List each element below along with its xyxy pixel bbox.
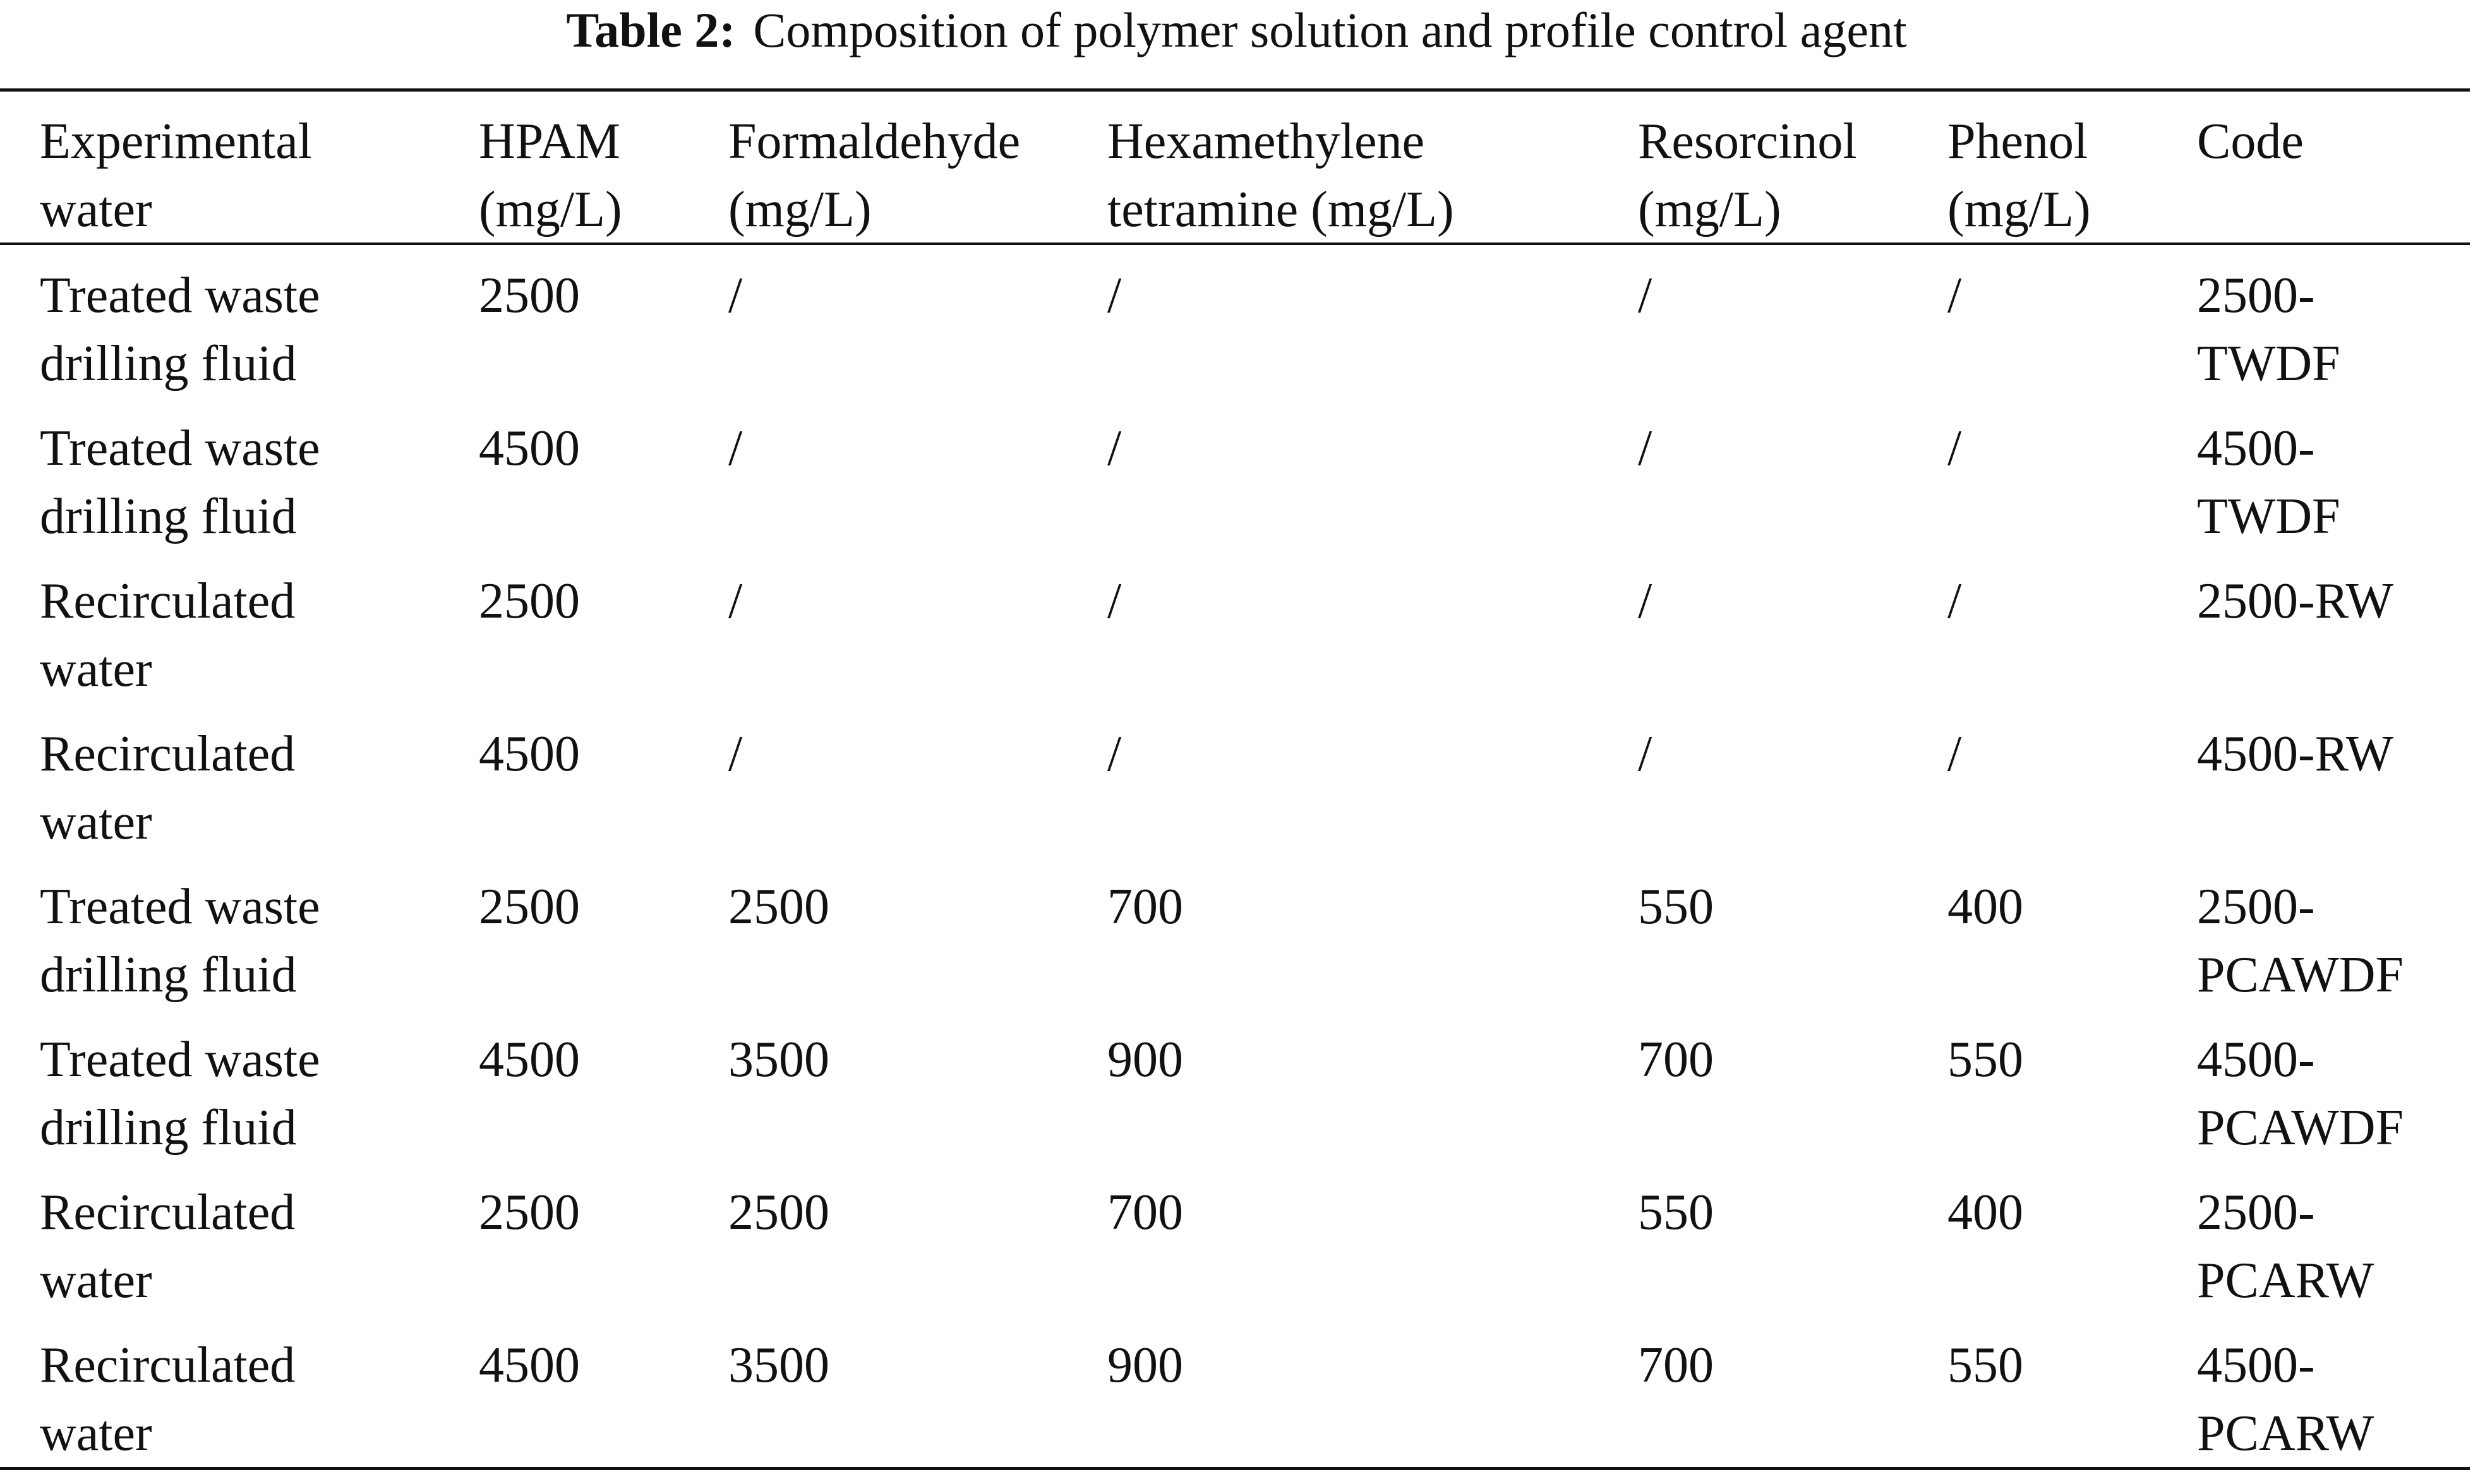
cell-code: 4500- TWDF xyxy=(2197,421,2340,544)
cell-hpam: 4500 xyxy=(479,1337,580,1393)
cell-phenol: / xyxy=(1947,421,1962,476)
cell-formaldehyde: 3500 xyxy=(728,1032,829,1087)
cell-phenol: / xyxy=(1947,726,1962,782)
cell-hpam: 2500 xyxy=(479,268,580,323)
cell-hexamethylene-tetramine: / xyxy=(1107,421,1122,476)
cell-hpam: 4500 xyxy=(479,1032,580,1087)
table-row xyxy=(0,567,2473,720)
cell-code: 2500-RW xyxy=(2197,573,2394,629)
table-row xyxy=(0,720,2473,873)
header-hexamethylene-tetramine: Hexamethylene tetramine (mg/L) xyxy=(1107,114,1454,237)
cell-hpam: 4500 xyxy=(479,421,580,476)
cell-hexamethylene-tetramine: 700 xyxy=(1107,879,1183,935)
cell-formaldehyde: / xyxy=(728,421,743,476)
bottom-rule xyxy=(0,1467,2470,1470)
header-code: Code xyxy=(2197,114,2304,169)
cell-phenol: 400 xyxy=(1947,879,2023,935)
cell-experimental-water: Treated waste drilling fluid xyxy=(40,879,320,1003)
cell-code: 2500- TWDF xyxy=(2197,268,2340,392)
table-row xyxy=(0,1026,2473,1178)
cell-hpam: 2500 xyxy=(479,879,580,935)
cell-hexamethylene-tetramine: / xyxy=(1107,268,1122,323)
cell-code: 4500- PCAWDF xyxy=(2197,1032,2404,1156)
cell-formaldehyde: / xyxy=(728,573,743,629)
cell-code: 2500- PCAWDF xyxy=(2197,879,2404,1003)
cell-resorcinol: / xyxy=(1638,421,1652,476)
table-header-row xyxy=(0,107,2473,240)
cell-hexamethylene-tetramine: 900 xyxy=(1107,1032,1183,1087)
cell-phenol: 400 xyxy=(1947,1185,2023,1240)
cell-experimental-water: Recirculated water xyxy=(40,726,296,850)
table-body xyxy=(0,261,2473,1484)
cell-hpam: 2500 xyxy=(479,1185,580,1240)
table-row xyxy=(0,1178,2473,1331)
table-row xyxy=(0,1331,2473,1484)
cell-resorcinol: 700 xyxy=(1638,1337,1714,1393)
header-formaldehyde: Formaldehyde (mg/L) xyxy=(728,114,1021,237)
cell-hpam: 4500 xyxy=(479,726,580,782)
header-resorcinol: Resorcinol (mg/L) xyxy=(1638,114,1857,237)
header-rule xyxy=(0,242,2470,245)
cell-resorcinol: 550 xyxy=(1638,879,1714,935)
header-hpam: HPAM (mg/L) xyxy=(479,114,622,237)
cell-experimental-water: Recirculated water xyxy=(40,573,296,697)
header-experimental-water: Experimental water xyxy=(40,114,312,237)
cell-formaldehyde: 2500 xyxy=(728,1185,829,1240)
cell-phenol: 550 xyxy=(1947,1032,2023,1087)
cell-experimental-water: Treated waste drilling fluid xyxy=(40,1032,320,1156)
cell-experimental-water: Recirculated water xyxy=(40,1185,296,1308)
table-caption xyxy=(0,0,2473,63)
cell-experimental-water: Treated waste drilling fluid xyxy=(40,421,320,544)
cell-hexamethylene-tetramine: 900 xyxy=(1107,1337,1183,1393)
cell-hexamethylene-tetramine: / xyxy=(1107,573,1122,629)
cell-formaldehyde: / xyxy=(728,726,743,782)
cell-resorcinol: 700 xyxy=(1638,1032,1714,1087)
cell-code: 4500-RW xyxy=(2197,726,2394,782)
cell-hpam: 2500 xyxy=(479,573,580,629)
cell-hexamethylene-tetramine: / xyxy=(1107,726,1122,782)
cell-formaldehyde: 2500 xyxy=(728,879,829,935)
cell-code: 2500- PCARW xyxy=(2197,1185,2374,1308)
cell-experimental-water: Recirculated water xyxy=(40,1337,296,1461)
header-phenol: Phenol (mg/L) xyxy=(1947,114,2091,237)
cell-phenol: 550 xyxy=(1947,1337,2023,1393)
table-row xyxy=(0,414,2473,567)
cell-experimental-water: Treated waste drilling fluid xyxy=(40,268,320,392)
cell-resorcinol: 550 xyxy=(1638,1185,1714,1240)
cell-code: 4500- PCARW xyxy=(2197,1337,2374,1461)
cell-formaldehyde: 3500 xyxy=(728,1337,829,1393)
cell-hexamethylene-tetramine: 700 xyxy=(1107,1185,1183,1240)
table-row xyxy=(0,873,2473,1026)
cell-resorcinol: / xyxy=(1638,268,1652,323)
table-title: Composition of polymer solution and profile control agent xyxy=(753,3,1907,57)
cell-resorcinol: / xyxy=(1638,726,1652,782)
table-label: Table 2: xyxy=(566,3,736,57)
cell-formaldehyde: / xyxy=(728,268,743,323)
table-row xyxy=(0,261,2473,414)
top-rule xyxy=(0,88,2470,92)
cell-phenol: / xyxy=(1947,573,1962,629)
cell-resorcinol: / xyxy=(1638,573,1652,629)
cell-phenol: / xyxy=(1947,268,1962,323)
